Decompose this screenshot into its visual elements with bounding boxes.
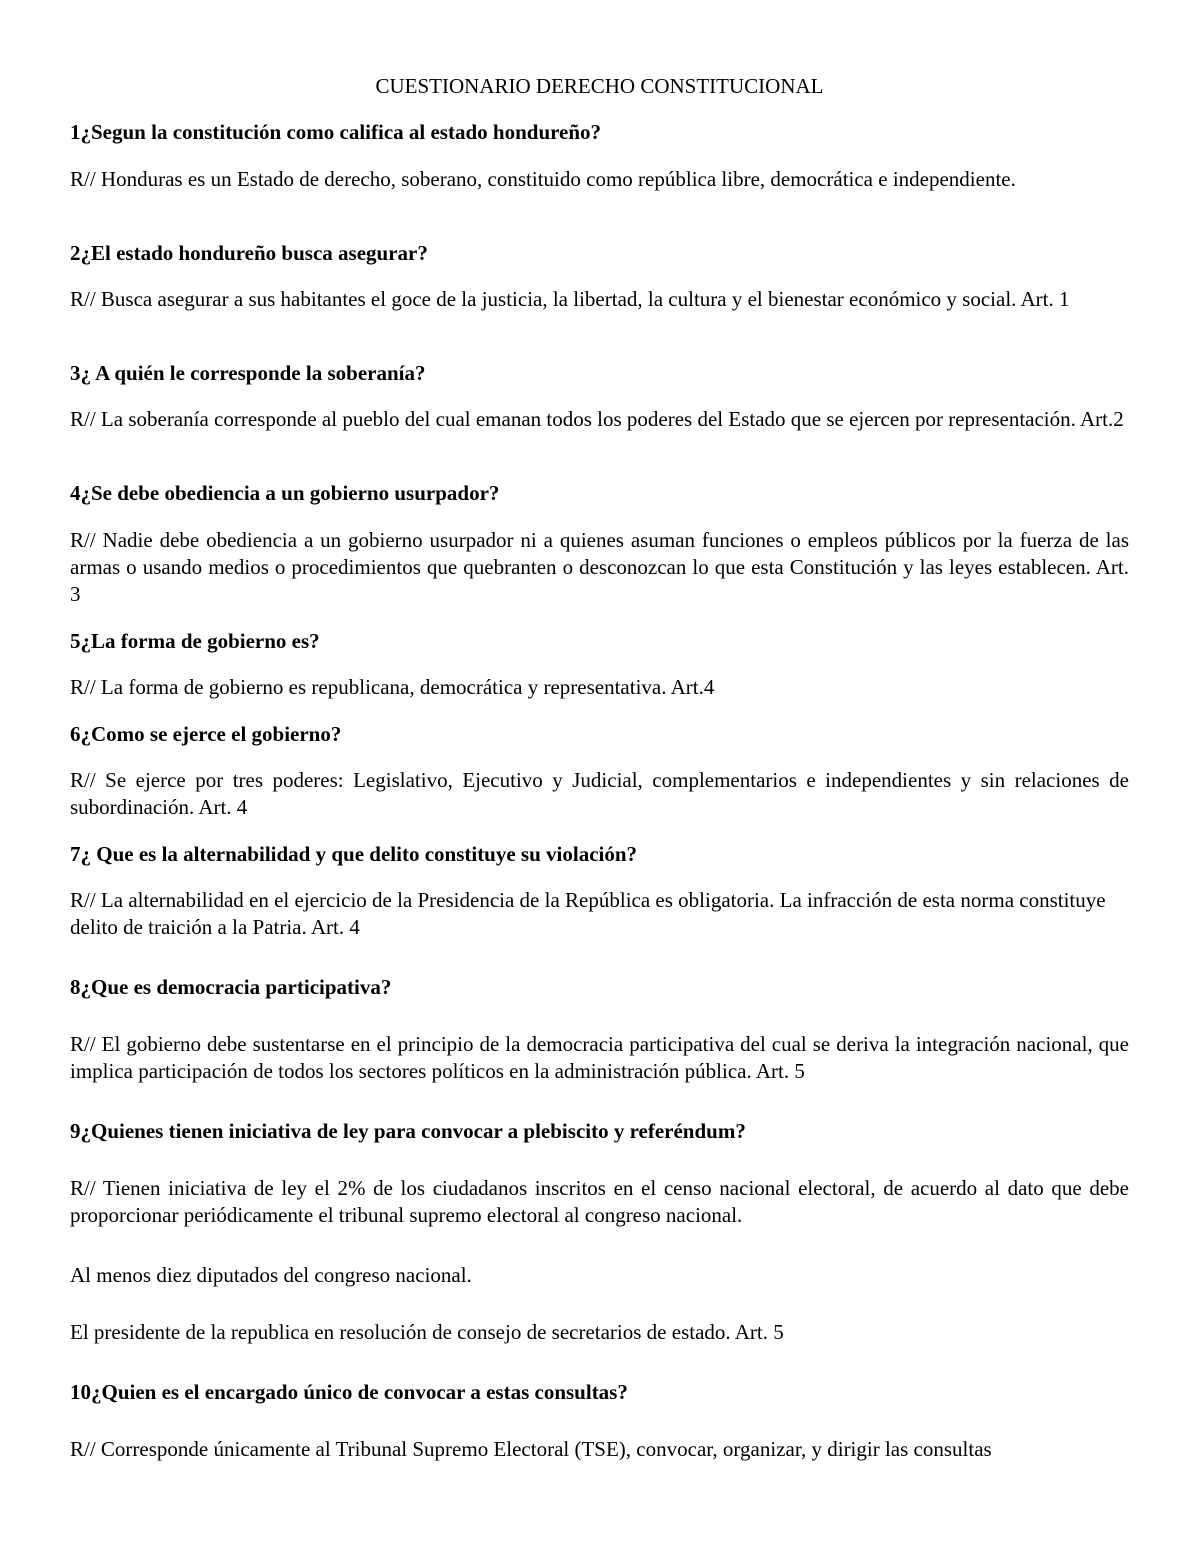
answer-6: R// Se ejerce por tres poderes: Legislativo, Ejecutivo y Judicial, complementarios e independientes y sin relaciones de subordinación. Art. 4 xyxy=(70,768,1129,819)
question-7: 7¿ Que es la alternabilidad y que delito constituye su violación? xyxy=(70,842,638,866)
document-page xyxy=(70,0,1129,1553)
question-2: 2¿El estado hondureño busca asegurar? xyxy=(70,241,428,265)
document-title: CUESTIONARIO DERECHO CONSTITUCIONAL xyxy=(375,74,824,98)
question-5: 5¿La forma de gobierno es? xyxy=(70,629,320,653)
answer-10: R// Corresponde únicamente al Tribunal Supremo Electoral (TSE), convocar, organizar, y dirigir las consultas xyxy=(70,1437,992,1461)
answer-8: R// El gobierno debe sustentarse en el principio de la democracia participativa del cual se deriva la integración nacional, que implica participación de todos los sectores políticos en la administración pública. Art. 5 xyxy=(70,1032,1129,1083)
answer-9c: El presidente de la republica en resolución de consejo de secretarios de estado. Art. 5 xyxy=(70,1320,784,1344)
answer-4: R// Nadie debe obediencia a un gobierno usurpador ni a quienes asuman funciones o empleos públicos por la fuerza de las armas o usando medios o procedimientos que quebranten o desconozcan lo que esta Constitución y las leyes establecen. Art. 3 xyxy=(70,528,1129,606)
question-10: 10¿Quien es el encargado único de convocar a estas consultas? xyxy=(70,1380,628,1404)
question-3: 3¿ A quién le corresponde la soberanía? xyxy=(70,361,426,385)
question-4: 4¿Se debe obediencia a un gobierno usurpador? xyxy=(70,481,500,505)
answer-7: R// La alternabilidad en el ejercicio de la Presidencia de la República es obligatoria. La infracción de esta norma constituye delito de traición a la Patria. Art. 4 xyxy=(70,888,1106,939)
question-1: 1¿Segun la constitución como califica al estado hondureño? xyxy=(70,120,602,144)
answer-3: R// La soberanía corresponde al pueblo del cual emanan todos los poderes del Estado que se ejercen por representación. Art.2 xyxy=(70,407,1124,431)
question-6: 6¿Como se ejerce el gobierno? xyxy=(70,722,342,746)
question-9: 9¿Quienes tienen iniciativa de ley para convocar a plebiscito y referéndum? xyxy=(70,1119,746,1143)
answer-2: R// Busca asegurar a sus habitantes el goce de la justicia, la libertad, la cultura y el bienestar económico y social. Art. 1 xyxy=(70,287,1070,311)
answer-9a: R// Tienen iniciativa de ley el 2% de los ciudadanos inscritos en el censo nacional electoral, de acuerdo al dato que debe proporcionar periódicamente el tribunal supremo electoral al congreso nacional. xyxy=(70,1176,1129,1227)
question-8: 8¿Que es democracia participativa? xyxy=(70,975,392,999)
answer-9b: Al menos diez diputados del congreso nacional. xyxy=(70,1263,472,1287)
answer-1: R// Honduras es un Estado de derecho, soberano, constituido como república libre, democrática e independiente. xyxy=(70,167,1016,191)
answer-5: R// La forma de gobierno es republicana, democrática y representativa. Art.4 xyxy=(70,675,715,699)
